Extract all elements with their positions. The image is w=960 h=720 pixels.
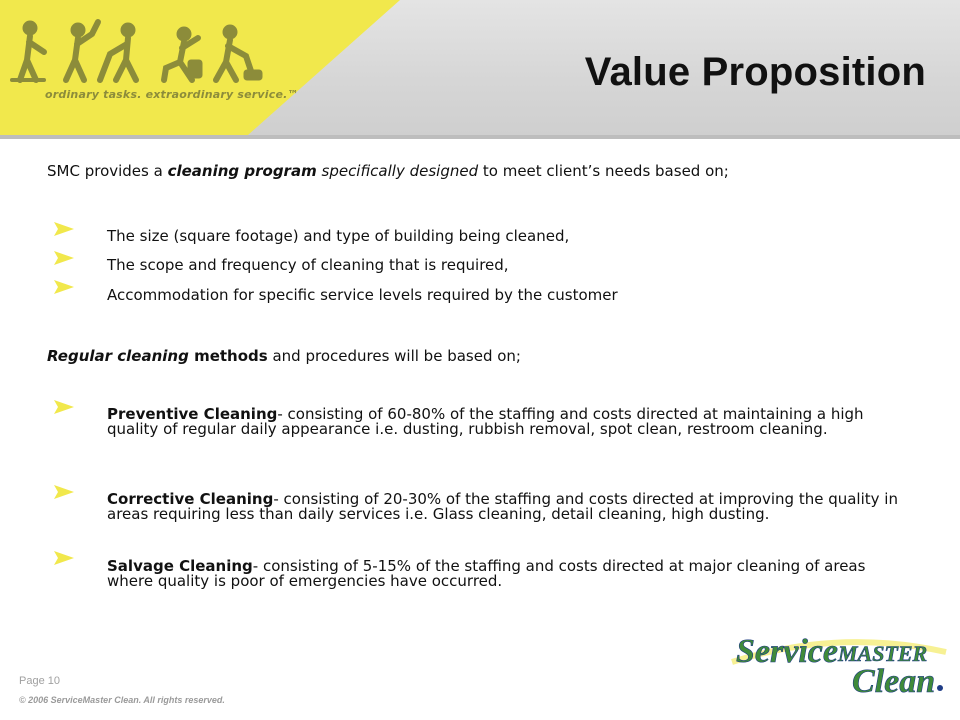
methods-bold: methods	[188, 347, 268, 365]
list-item: The scope and frequency of cleaning that is required,	[107, 256, 509, 274]
methods-emphasis: Regular cleaning	[47, 347, 189, 365]
arrow-bullet-icon	[54, 485, 74, 499]
arrow-bullet-icon	[54, 400, 74, 414]
intro-prefix: SMC provides a	[47, 162, 168, 180]
intro-emphasis-program: cleaning program	[167, 162, 317, 180]
logo-figures-icon	[0, 0, 400, 135]
method-paragraph	[107, 559, 907, 589]
method-paragraph	[107, 492, 907, 522]
copyright-notice: © 2006 ServiceMaster Clean. All rights reserved.	[19, 695, 225, 705]
header-divider	[0, 135, 960, 139]
list-item: The size (square footage) and type of building being cleaned,	[107, 227, 570, 245]
method-paragraph	[107, 407, 907, 437]
page-number: Page 10	[19, 675, 60, 687]
intro-emphasis-designed: specifically designed	[321, 162, 479, 180]
list-item: Accommodation for specific service levels required by the customer	[107, 286, 618, 304]
brand-word-master: MASTER	[837, 641, 928, 666]
arrow-bullet-icon	[54, 251, 74, 265]
intro-suffix: to meet client’s needs based on;	[478, 162, 729, 180]
intro-text	[47, 162, 729, 180]
arrow-bullet-icon	[54, 222, 74, 236]
methods-suffix: and procedures will be based on;	[267, 347, 521, 365]
method-description: - consisting of 60-80% of the staffing and costs directed at maintaining a high quality of regular daily appearance i.e. dusting, rubbish removal, spot clean, restroom cleaning.	[107, 405, 864, 438]
methods-intro-text	[47, 347, 521, 365]
method-name: Salvage Cleaning	[107, 557, 253, 575]
servicemaster-clean-logo	[728, 622, 950, 702]
method-name: Preventive Cleaning	[107, 405, 278, 423]
brand-word-clean: Clean	[852, 663, 936, 700]
brand-word-service: Service	[736, 633, 838, 670]
method-description: - consisting of 20-30% of the staffing and costs directed at improving the quality in areas requiring less than daily services i.e. Glass cleaning, detail cleaning, high dusting.	[107, 490, 898, 523]
method-name: Corrective Cleaning	[107, 490, 274, 508]
tagline: ordinary tasks. extraordinary service.™	[45, 88, 299, 101]
method-description: - consisting of 5-15% of the staffing and costs directed at major cleaning of areas where quality is poor of emergencies have occurred.	[107, 557, 866, 590]
arrow-bullet-icon	[54, 280, 74, 294]
page-title: Value Proposition	[584, 50, 926, 94]
arrow-bullet-icon	[54, 551, 74, 565]
